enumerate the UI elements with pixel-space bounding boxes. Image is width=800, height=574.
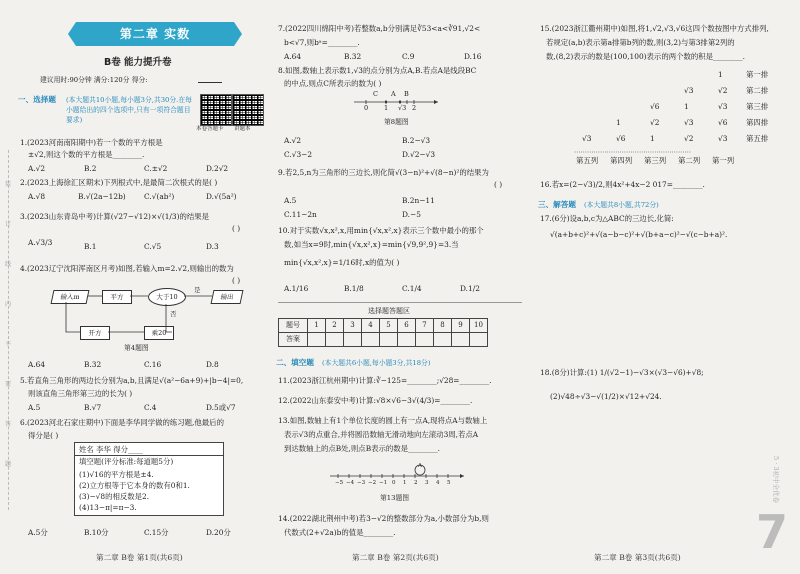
q14-stem2: 代数式(2+√2a)b的值是________. [284,528,396,537]
q13-tick-n2: −2 [368,480,377,486]
qr-label-2: 讲题本 [234,126,251,132]
grid-col-label-3: 第三列 [644,156,667,165]
q6-card-item-1: (1)√16的平方根是±4. [79,470,154,479]
q8-tick-1: 1 [384,104,389,112]
margin-char-4: 内 [4,301,11,308]
q6-card-item-3: (3)−√8的相反数是2. [79,492,150,501]
q3-stem: 3.(2023山东青岛中考)计算(√27−√12)×√(1/3)的结果是 [20,212,210,221]
grid-r4-label: 第四排 [746,118,769,127]
answer-num-6: 6 [398,319,416,333]
q2-option-a[interactable]: A.√8 [28,192,46,201]
grid-r1-c5: 1 [718,70,723,79]
section3-title: 三、解答题 [538,200,576,209]
q13-stem2: 表示√3的点重合,并将圆沿数轴无滑动地向左滚动3周,若点A [284,430,479,439]
section2-hint: (本大题共6小题,每小题3分,共18分) [322,359,431,367]
q4-option-b[interactable]: B.32 [84,360,102,369]
grid-r5-c3: 1 [650,134,655,143]
q2-option-c[interactable]: C.√(ab²) [144,192,175,201]
volume-title: B卷 能力提升卷 [104,57,172,68]
answer-table-row-answers [279,333,488,347]
page1-footer: 第二章 B卷 第1页(共6页) [96,553,183,562]
q6-stem: 6.(2023河北石家庄期中)下面是李华同学做的练习题,他最后的 [20,418,224,427]
answer-num-7: 7 [416,319,434,333]
q14-stem1: 14.(2022湖北荆州中考)若3−√2的整数部分为a,小数部分为b,则 [278,514,489,523]
q8-option-c[interactable]: C.√3−2 [284,150,313,159]
q9-option-d[interactable]: D.−5 [402,210,421,219]
margin-char-2: 订 [4,221,11,228]
grid-r3-c3: √6 [650,102,660,111]
q15-stem2: 若规定(a,b)表示第a排第b列的数,则(3,2)与第3排第2列的 [546,38,735,47]
q4-stem2: ( ) [232,276,241,285]
q10-stem3: min{√x,x²,x}=1/16时,x的值为( ) [284,258,400,267]
grid-col-label-1: 第一列 [712,156,735,165]
answer-num-8: 8 [434,319,452,333]
answer-cell-6[interactable] [398,333,416,347]
grid-col-label-5: 第五列 [576,156,599,165]
answer-cell-7[interactable] [416,333,434,347]
grid-dots: ⋯⋯⋯⋯⋯⋯⋯⋯⋯⋯⋯⋯⋯⋯⋯⋯⋯⋯ [574,148,691,156]
answer-cell-9[interactable] [452,333,470,347]
q3-stem2: ( ) [232,224,241,233]
q7-option-b[interactable]: B.32 [344,52,362,61]
grid-r4-c3: √2 [650,118,660,127]
qr-label-1: 本卷答题卡 [196,126,224,132]
q7-option-a[interactable]: A.64 [284,52,302,61]
q1-option-d[interactable]: D.2√2 [206,164,229,173]
q18-stem: 18.(8分)计算:(1) 1/(√2−1)−√3×(√3−√6)+√8; [540,368,704,377]
q7-option-d[interactable]: D.16 [464,52,482,61]
margin-char-6: 要 [4,381,11,388]
page-3 [534,0,796,574]
answer-num-10: 10 [470,319,488,333]
q1-stem2: ±√2,则这个数的平方根是________. [28,150,145,159]
grid-col-label-4: 第四列 [610,156,633,165]
section2-title: 二、填空题 [276,358,314,367]
grid-r5-c2: √6 [616,134,626,143]
page-2 [272,0,528,574]
q6-option-b[interactable]: B.10分 [84,528,109,537]
page-1 [16,0,264,574]
q10-stem2: 数,如当x=9时,min{√x,x²,x}=min{√9,9²,9}=3.当 [284,240,459,249]
q6-option-c[interactable]: C.15分 [144,528,169,537]
q6-exercise-card [74,442,224,516]
flow-times-label: 乘20 [151,328,167,337]
q13-tick-4: 4 [436,480,440,486]
q10-option-d[interactable]: D.1/2 [460,284,480,293]
q1-option-a[interactable]: A.√2 [28,164,46,173]
q10-option-c[interactable]: C.1/4 [402,284,422,293]
q6-option-a[interactable]: A.5分 [28,528,48,537]
q4-option-a[interactable]: A.64 [28,360,46,369]
suggest-info: 建议用时:90分钟 满分:120分 得分: [40,76,148,84]
answer-num-3: 3 [344,319,362,333]
q10-option-a[interactable]: A.1/16 [284,284,309,293]
answer-table [278,318,488,347]
q1-option-c[interactable]: C.±√2 [144,164,168,173]
q17-answer-space[interactable] [540,246,780,356]
q3-option-c[interactable]: C.√5 [144,242,162,251]
section3-hint: (本大题共8小题,共72分) [584,201,659,209]
q8-option-a[interactable]: A.√2 [284,136,302,145]
grid-r3-label: 第三排 [746,102,769,111]
q15-stem1: 15.(2023浙江衢州期中)如图,将1,√2,√3,√6这四个数按图中方式排列, [540,24,769,33]
q13-tick-0: 0 [392,480,396,486]
answer-cell-10[interactable] [470,333,488,347]
q3-option-a[interactable]: A.√3/3 [28,238,53,247]
q8-stem2: 的中点,则点C所表示的数为( ) [284,79,382,88]
grid-r2-c5: √2 [718,86,728,95]
grid-r4-c2: 1 [616,118,621,127]
answer-cell-5[interactable] [380,333,398,347]
q4-stem: 4.(2023辽宁沈阳浑南区月考)如图,若输入m=2.√2,则输出的数为 [20,264,234,273]
q7-stem: 7.(2022四川绵阳中考)若整数a,b分别满足∛53<a<∛91,√2< [278,24,481,33]
grid-r3-c4: 1 [684,102,689,111]
q8-option-b[interactable]: B.2−√3 [402,136,431,145]
grid-r4-c4: √3 [684,118,694,127]
answer-num-1: 1 [308,319,326,333]
q17-stem: 17.(6分)设a,b,c为△ABC的三边长,化简: [540,214,674,223]
q13-tick-n3: −3 [357,480,366,486]
q17-expr: √(a+b+c)²+√(a−b−c)²+√(b+a−c)²−√(c−b+a)². [550,230,728,239]
answer-table-row-numbers [279,319,488,333]
q13-stem3: 到达数轴上的点B处,则点B表示的数是________. [284,444,440,453]
grid-r5-c1: √3 [582,134,592,143]
margin-char-8: 题 [4,461,11,468]
grid-r2-label: 第二排 [746,86,769,95]
flow-square-label: 平方 [110,292,124,301]
flow-check-label: 大于10 [156,292,178,301]
q2-stem: 2.(2023上海徐汇区期末)下列根式中,是最简二次根式的是( ) [20,178,218,187]
q9-option-c[interactable]: C.11−2n [284,210,317,219]
q6-card-name: 姓名 李华 得分____ [79,445,143,454]
answer-cell-4[interactable] [362,333,380,347]
q13-tick-n4: −4 [346,480,355,486]
q5-option-b[interactable]: B.√7 [84,403,102,412]
flow-sqrt-label: 开方 [88,328,102,337]
binding-line [8,150,9,510]
q10-option-b[interactable]: B.1/8 [344,284,364,293]
q9-option-b[interactable]: B.2n−11 [402,196,435,205]
q1-option-b[interactable]: B.2 [84,164,97,173]
q2-option-d[interactable]: D.√(5a²) [206,192,237,201]
q5-option-d[interactable]: D.5或√7 [206,403,236,412]
grid-r5-c5: √3 [718,134,728,143]
answer-row2-label: 答案 [279,333,308,347]
margin-char-3: 线 [4,261,11,268]
margin-char-7: 答 [4,421,11,428]
q6-card-item-4: (4)13−π|=π−3. [79,503,137,512]
section1-hint: (本大题共10小题,每小题3分,共30分.在每小题给出的四个选项中,只有一项符合题目要求) [66,96,192,124]
q13-tick-n1: −1 [379,480,388,486]
grid-r3-c5: √3 [718,102,728,111]
q16-stem: 16.若x=(2−√3)/2,则4x²+4x−2 017=________. [540,180,705,189]
q3-option-d[interactable]: D.3 [206,242,219,251]
q7-option-c[interactable]: C.9 [402,52,415,61]
q8-tick-sqrt3: √3 [398,104,407,112]
q10-stem: 10.对于实数√x,x²,x,用min{√x,x²,x}表示三个数中最小的那个 [278,226,484,235]
page3-footer: 第二章 B卷 第3页(共6页) [594,553,681,562]
q6-option-d[interactable]: D.20分 [206,528,231,537]
q18-answer-space[interactable] [540,408,760,538]
q11-stem: 11.(2023浙江杭州期中)计算:∛−125=________;√28=________. [278,376,492,385]
margin-char-1: 装 [4,181,11,188]
answer-area-divider [278,302,522,303]
q12-stem: 12.(2022山东泰安中考)计算:√8×√6−3√(4/3)=________. [278,396,473,405]
page-number-big: 7 [756,505,789,559]
q13-tick-5: 5 [447,480,451,486]
answer-num-9: 9 [452,319,470,333]
q5-stem2: 则该直角三角形第三边的长为( ) [28,389,133,398]
q8-option-d[interactable]: D.√2−√3 [402,150,436,159]
q4-caption: 第4题图 [124,344,149,352]
grid-r4-c5: √6 [718,118,728,127]
flow-input-label: 输入m [59,292,81,301]
answer-num-5: 5 [380,319,398,333]
q13-tick-n5: −5 [335,480,344,486]
q8-label-c: C [373,90,378,98]
q3-option-b[interactable]: B.1 [84,242,97,251]
q13-tick-3: 3 [425,480,429,486]
grid-r5-c4: √2 [684,134,694,143]
q2-option-b[interactable]: B.√(2a−12b) [78,192,126,201]
q13-number-line [328,462,468,482]
q6-card-title: 填空题(评分标准:每道题5分) [79,457,174,466]
answer-cell-8[interactable] [434,333,452,347]
brand-side-label: 5 · 3初中全优卷 [772,456,780,503]
q13-circle-label: A [418,463,422,469]
answer-table-title: 选择题答题区 [368,307,410,315]
q8-caption: 第8题图 [384,118,409,126]
q6-card-divider [75,455,223,456]
flow-output-label: 输出 [219,292,235,301]
q8-label-a: A [391,90,396,98]
q8-tick-0: 0 [364,104,369,112]
q8-stem: 8.如图,数轴上表示数1,√3的点分别为点A,B.若点A是线段BC [278,66,477,75]
answer-num-2: 2 [326,319,344,333]
q7-stem2: b<√7,则bᵃ=________. [284,38,360,47]
grid-col-label-2: 第二列 [678,156,701,165]
grid-r5-label: 第五排 [746,134,769,143]
answer-cell-2[interactable] [326,333,344,347]
margin-char-5: 不 [4,341,11,348]
q5-option-c[interactable]: C.4 [144,403,157,412]
page2-footer: 第二章 B卷 第2页(共6页) [352,553,439,562]
q9-option-a[interactable]: A.5 [284,196,297,205]
q5-option-a[interactable]: A.5 [28,403,41,412]
answer-cell-1[interactable] [308,333,326,347]
answer-num-4: 4 [362,319,380,333]
q4-option-d[interactable]: D.8 [206,360,219,369]
q5-stem: 5.若直角三角形的两边长分别为a,b,且满足√(a²−6a+9)+|b−4|=0, [20,376,244,385]
answer-row1-label: 题号 [279,319,308,333]
q9-stem: 9.若2,5,n为三角形的三边长,则化简√(3−n)²+√(8−n)²的结果为 [278,168,489,177]
grid-r1-label: 第一排 [746,70,769,79]
q1-stem: 1.(2023河南南阳期中)若一个数的平方根是 [20,138,163,147]
chapter-banner: 第二章 实数 [76,22,234,46]
answer-cell-3[interactable] [344,333,362,347]
flow-no-label: 否 [170,310,177,318]
q15-stem3: 数,(8,2)表示的数是(100,100)表示的两个数的积是________. [546,52,745,61]
q13-tick-1: 1 [403,480,407,486]
q8-tick-2: 2 [412,104,417,112]
q6-stem2: 得分是( ) [28,431,59,440]
section1-title: 一、选择题 [18,95,56,104]
q9-stem2: ( ) [494,180,503,189]
q4-option-c[interactable]: C.16 [144,360,162,369]
q18-part2: (2)√48÷√3−√(1/2)×√12+√24. [550,392,662,401]
q13-stem1: 13.如图,数轴上有1个单位长度的圆上有一点A,现将点A与数轴上 [278,416,488,425]
q13-tick-2: 2 [414,480,418,486]
q13-caption: 第13题图 [380,494,410,502]
q6-card-item-2: (2)立方根等于它本身的数有0和1. [79,481,190,490]
flow-yes-label: 是 [194,286,201,294]
grid-r2-c4: √3 [684,86,694,95]
q8-label-b: B [404,90,409,98]
